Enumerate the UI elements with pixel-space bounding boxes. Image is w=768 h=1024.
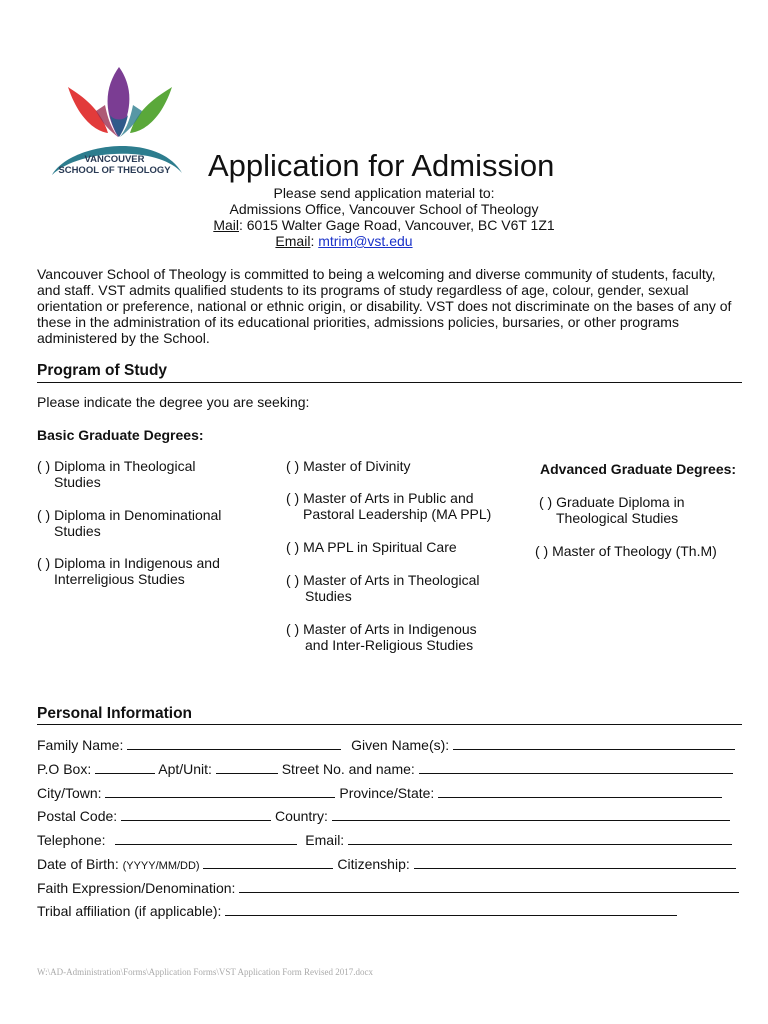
citizenship-label: Citizenship: <box>337 856 410 872</box>
option-line-2: Studies <box>305 588 352 604</box>
option-line-1: ( ) Diploma in Indigenous and <box>37 555 220 571</box>
dob-field[interactable] <box>203 856 333 869</box>
street-label: Street No. and name: <box>281 761 415 777</box>
mail-label: Mail <box>213 217 239 233</box>
family-name-field[interactable] <box>127 737 341 750</box>
option-line-2: and Inter-Religious Studies <box>305 637 474 653</box>
email-sep: : <box>310 233 319 249</box>
postal-code-field[interactable] <box>121 808 271 821</box>
option-line-1: ( ) Master of Theology (Th.M) <box>535 543 717 559</box>
logo-line-1: VANCOUVER <box>84 154 145 165</box>
option-diploma-indigenous[interactable] <box>37 555 220 587</box>
program-heading: Program of Study <box>37 362 168 379</box>
mail-value: : 6015 Walter Gage Road, Vancouver, BC V6T 1Z1 <box>238 217 555 233</box>
option-line-1: ( ) Graduate Diploma in <box>539 494 685 510</box>
row-names <box>37 737 742 754</box>
row-contact <box>37 832 742 849</box>
faith-field[interactable] <box>239 880 739 893</box>
city-label: City/Town: <box>37 785 102 801</box>
telephone-label: Telephone: <box>37 832 106 848</box>
email-label: Email <box>275 233 311 249</box>
row-tribal <box>37 903 742 920</box>
personal-heading: Personal Information <box>37 705 193 722</box>
dob-label: Date of Birth: <box>37 856 119 872</box>
option-diploma-theological[interactable] <box>37 458 195 490</box>
email-field-label: Email: <box>305 832 345 848</box>
page-title: Application for Admission <box>208 148 555 183</box>
option-line-1: ( ) Master of Arts in Public and <box>286 490 474 506</box>
logo-line-2: SCHOOL OF THEOLOGY <box>58 165 171 176</box>
po-box-label: P.O Box: <box>37 761 92 777</box>
option-mdiv[interactable] <box>286 458 410 474</box>
option-ma-indigenous[interactable] <box>286 621 477 653</box>
given-names-field[interactable] <box>453 737 735 750</box>
country-field[interactable] <box>332 808 730 821</box>
row-birth <box>37 856 742 873</box>
option-line-2: Theological Studies <box>556 510 679 526</box>
apt-unit-field[interactable] <box>216 761 278 774</box>
section-divider <box>37 724 742 725</box>
intro-paragraph: Vancouver School of Theology is committed to being a welcoming and diverse community of students, faculty, and staff. VST admits qualified students to its programs of study regardless of age, colour, gender, sexual orientation or preference, national or ethnic origin, or disability. VST does not discriminate on the bases of any of these in the administration of its educational priorities, admissions policies, bursaries, or other programs administered by the School. <box>37 266 732 346</box>
option-line-1: ( ) MA PPL in Spiritual Care <box>286 539 457 555</box>
file-path-footer: W:\AD-Administration\Forms\Application Forms\VST Application Form Revised 2017.docx <box>37 967 373 977</box>
row-city <box>37 785 742 802</box>
city-field[interactable] <box>105 785 335 798</box>
citizenship-field[interactable] <box>414 856 736 869</box>
logo-wordmark <box>52 154 177 176</box>
option-line-2: Interreligious Studies <box>54 571 185 587</box>
tribal-field[interactable] <box>225 903 677 916</box>
postal-code-label: Postal Code: <box>37 808 118 824</box>
option-thm[interactable] <box>535 543 717 559</box>
email-link[interactable]: mtrim@vst.edu <box>318 233 413 249</box>
mail-address <box>0 217 768 233</box>
section-divider <box>37 382 742 383</box>
option-line-1: ( ) Diploma in Denominational <box>37 507 222 523</box>
province-field[interactable] <box>438 785 722 798</box>
option-line-1: ( ) Master of Arts in Indigenous <box>286 621 477 637</box>
degree-prompt: Please indicate the degree you are seeking: <box>37 394 310 410</box>
email-address <box>0 233 728 249</box>
email-field[interactable] <box>348 832 732 845</box>
admissions-office: Admissions Office, Vancouver School of Theology <box>229 201 539 217</box>
telephone-field[interactable] <box>115 832 297 845</box>
row-postal <box>37 808 742 825</box>
country-label: Country: <box>274 808 328 824</box>
po-box-field[interactable] <box>95 761 155 774</box>
option-ma-ppl[interactable] <box>286 490 491 522</box>
option-ma-ppl-spiritual-care[interactable] <box>286 539 457 555</box>
send-to-text: Please send application material to: <box>273 185 495 201</box>
tribal-label: Tribal affiliation (if applicable): <box>37 903 222 919</box>
row-address <box>37 761 742 778</box>
dob-format: (YYYY/MM/DD) <box>122 860 200 872</box>
option-line-1: ( ) Diploma in Theological <box>37 458 196 474</box>
option-diploma-denominational[interactable] <box>37 507 221 539</box>
option-line-1: ( ) Master of Arts in Theological <box>286 572 480 588</box>
basic-degrees-heading: Basic Graduate Degrees: <box>37 427 204 443</box>
province-label: Province/State: <box>339 785 435 801</box>
option-ma-theological[interactable] <box>286 572 479 604</box>
street-field[interactable] <box>419 761 733 774</box>
option-graduate-diploma[interactable] <box>539 494 685 526</box>
option-line-2: Studies <box>54 523 101 539</box>
advanced-degrees-heading: Advanced Graduate Degrees: <box>540 461 737 477</box>
given-names-label: Given Name(s): <box>351 737 450 753</box>
family-name-label: Family Name: <box>37 737 124 753</box>
option-line-2: Studies <box>54 474 101 490</box>
option-line-1: ( ) Master of Divinity <box>286 458 411 474</box>
row-faith <box>37 880 742 897</box>
option-line-2: Pastoral Leadership (MA PPL) <box>303 506 492 522</box>
apt-unit-label: Apt/Unit: <box>158 761 212 777</box>
faith-label: Faith Expression/Denomination: <box>37 880 236 896</box>
